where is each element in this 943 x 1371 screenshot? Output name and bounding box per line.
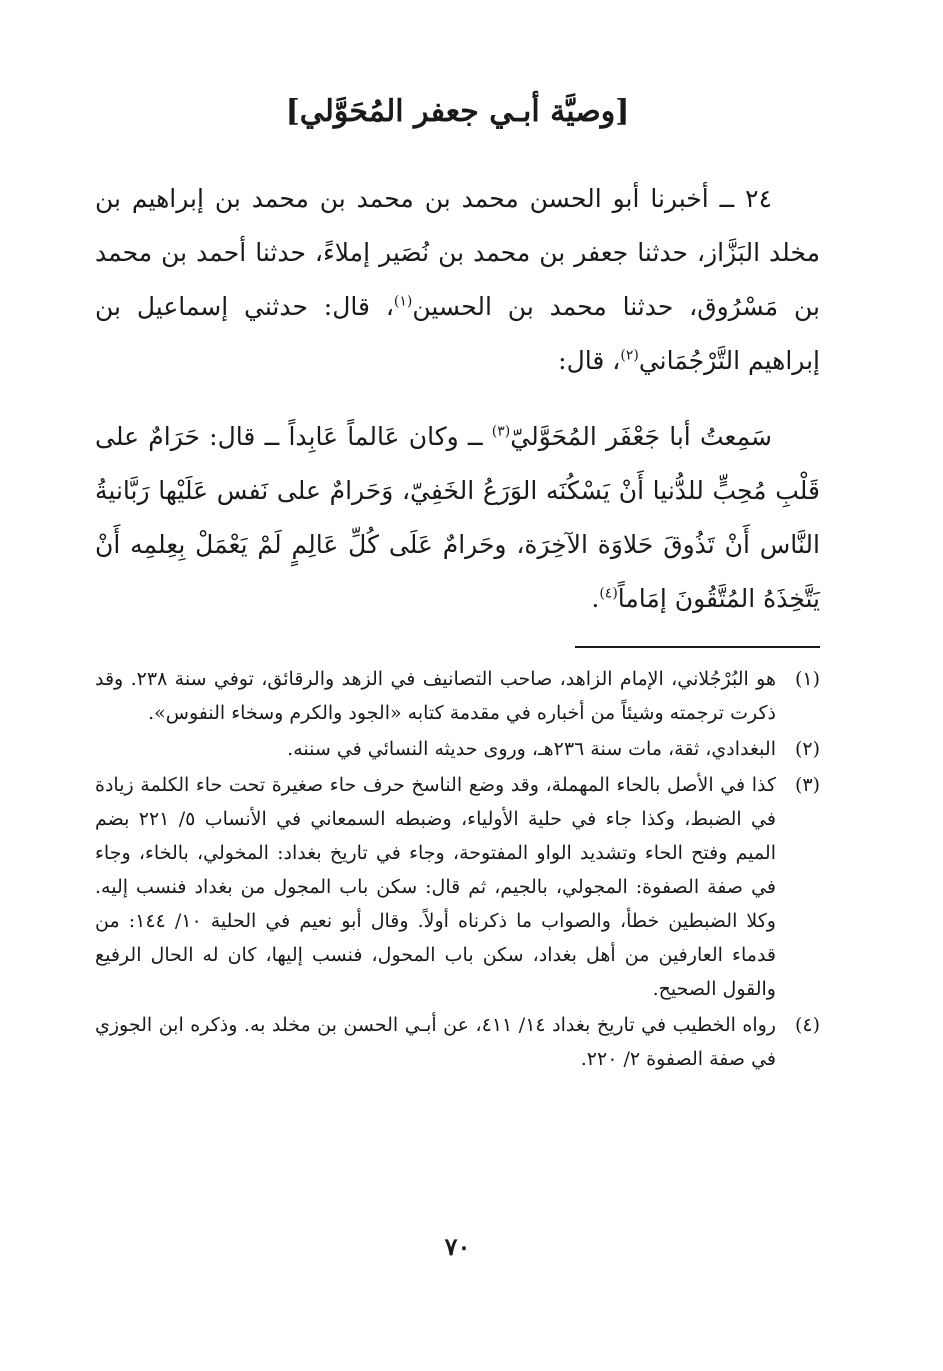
- footnote-text: البغدادي، ثقة، مات سنة ٢٣٦هـ، وروى حديثه النسائي في سننه.: [287, 738, 776, 760]
- page-number: ٧٠: [444, 1232, 471, 1261]
- matn-text-part-1: سَمِعتُ أبا جَعْفَر المُحَوَّليّ: [510, 422, 772, 451]
- footnote-ref-2[interactable]: (٢): [620, 347, 639, 364]
- footnote-item: [95, 732, 820, 766]
- footnote-separator: [575, 646, 820, 648]
- footnote-number: (٢): [794, 738, 820, 760]
- hadith-isnad-paragraph: [95, 172, 820, 388]
- footnote-item: [95, 1008, 820, 1076]
- hadith-matn-paragraph: [95, 410, 820, 626]
- footnote-number: (٤): [794, 1014, 820, 1036]
- footnote-text: كذا في الأصل بالحاء المهملة، وقد وضع الناسخ حرف حاء صغيرة تحت حاء الكلمة زيادة في الضبط، وكذا جاء في حلية الأولياء، وضبطه السمعاني في الأنساب ٥/ ٢٢١ بضم الميم وفتح الحاء وتشديد الواو المفتوحة، وجاء في تاريخ بغداد: المخولي، بالخاء، وجاء في صفة الصفوة: المجولي، بالجيم، ثم قال: سكن باب المجول من بغداد فنسب إليه. وكلا الضبطين خطأ، والصواب ما ذكرناه أولاً. وقال أبو نعيم في الحلية ١٠/ ١٤٤: من قدماء العارفين من أهل بغداد، سكن باب المحول، فنسب إليها، كان له الحال الرفيع والقول الصحيح.: [95, 774, 776, 1000]
- footnote-ref-4[interactable]: (٤): [599, 585, 618, 602]
- isnad-text-part-2: ، قال: حدثني إسماعيل بن إبراهيم التَّرْجُمَاني: [95, 292, 820, 375]
- footnote-number: (١): [794, 668, 820, 690]
- footnote-ref-3[interactable]: (٣): [491, 423, 511, 440]
- section-title: [وصيَّة أبـي جعفر المُحَوَّلي]: [285, 94, 630, 129]
- footnote-text: رواه الخطيب في تاريخ بغداد ١٤/ ٤١١، عن أبـي الحسن بن مخلد به. وذكره ابن الجوزي في صفة الصفوة ٢/ ٢٢٠.: [95, 1014, 776, 1070]
- isnad-text-part-3: ، قال:: [558, 346, 621, 375]
- footnote-item: [95, 662, 820, 730]
- footnotes-list: [95, 662, 820, 1076]
- document-page: [95, 90, 820, 1350]
- footnote-ref-1[interactable]: (١): [393, 293, 413, 310]
- footnote-text: هو البُرْجُلاني، الإمام الزاهد، صاحب التصانيف في الزهد والرقائق، توفي سنة ٢٣٨. وقد ذكرت ترجمته وشيئاً من أخباره في مقدمة كتابه «الجود والكرم وسخاء النفوس».: [95, 668, 776, 724]
- matn-text-part-3: .: [591, 584, 600, 613]
- footnote-number: (٣): [794, 774, 820, 796]
- isnad-text-part-1: ٢٤ ــ أخبرنا أبو الحسن محمد بن محمد بن محمد بن إبراهيم بن مخلد البَزَّاز، حدثنا جعفر بن محمد بن نُصَير إملاءً، حدثنا أحمد بن محمد بن مَسْرُوق، حدثنا محمد بن الحسين: [95, 184, 820, 321]
- footnote-item: [95, 768, 820, 1006]
- matn-text-part-2: ــ وكان عَالماً عَابِداً ــ قال: حَرَامٌ على قَلْبِ مُحِبٍّ للدُّنيا أَنْ يَسْكُنَه الوَرَعُ الخَفِيّ، وَحَرامٌ على نَفس عَلَيْها رَبَّانيةُ النَّاس أَنْ تَذُوقَ حَلاوَة الآخِرَة، وحَرامٌ عَلَى كُلِّ عَالِمٍ لَمْ يَعْمَلْ بِعِلمِه أَنْ يَتَّخِذَهُ المُتَّقُونَ إمَاماً: [95, 422, 820, 613]
